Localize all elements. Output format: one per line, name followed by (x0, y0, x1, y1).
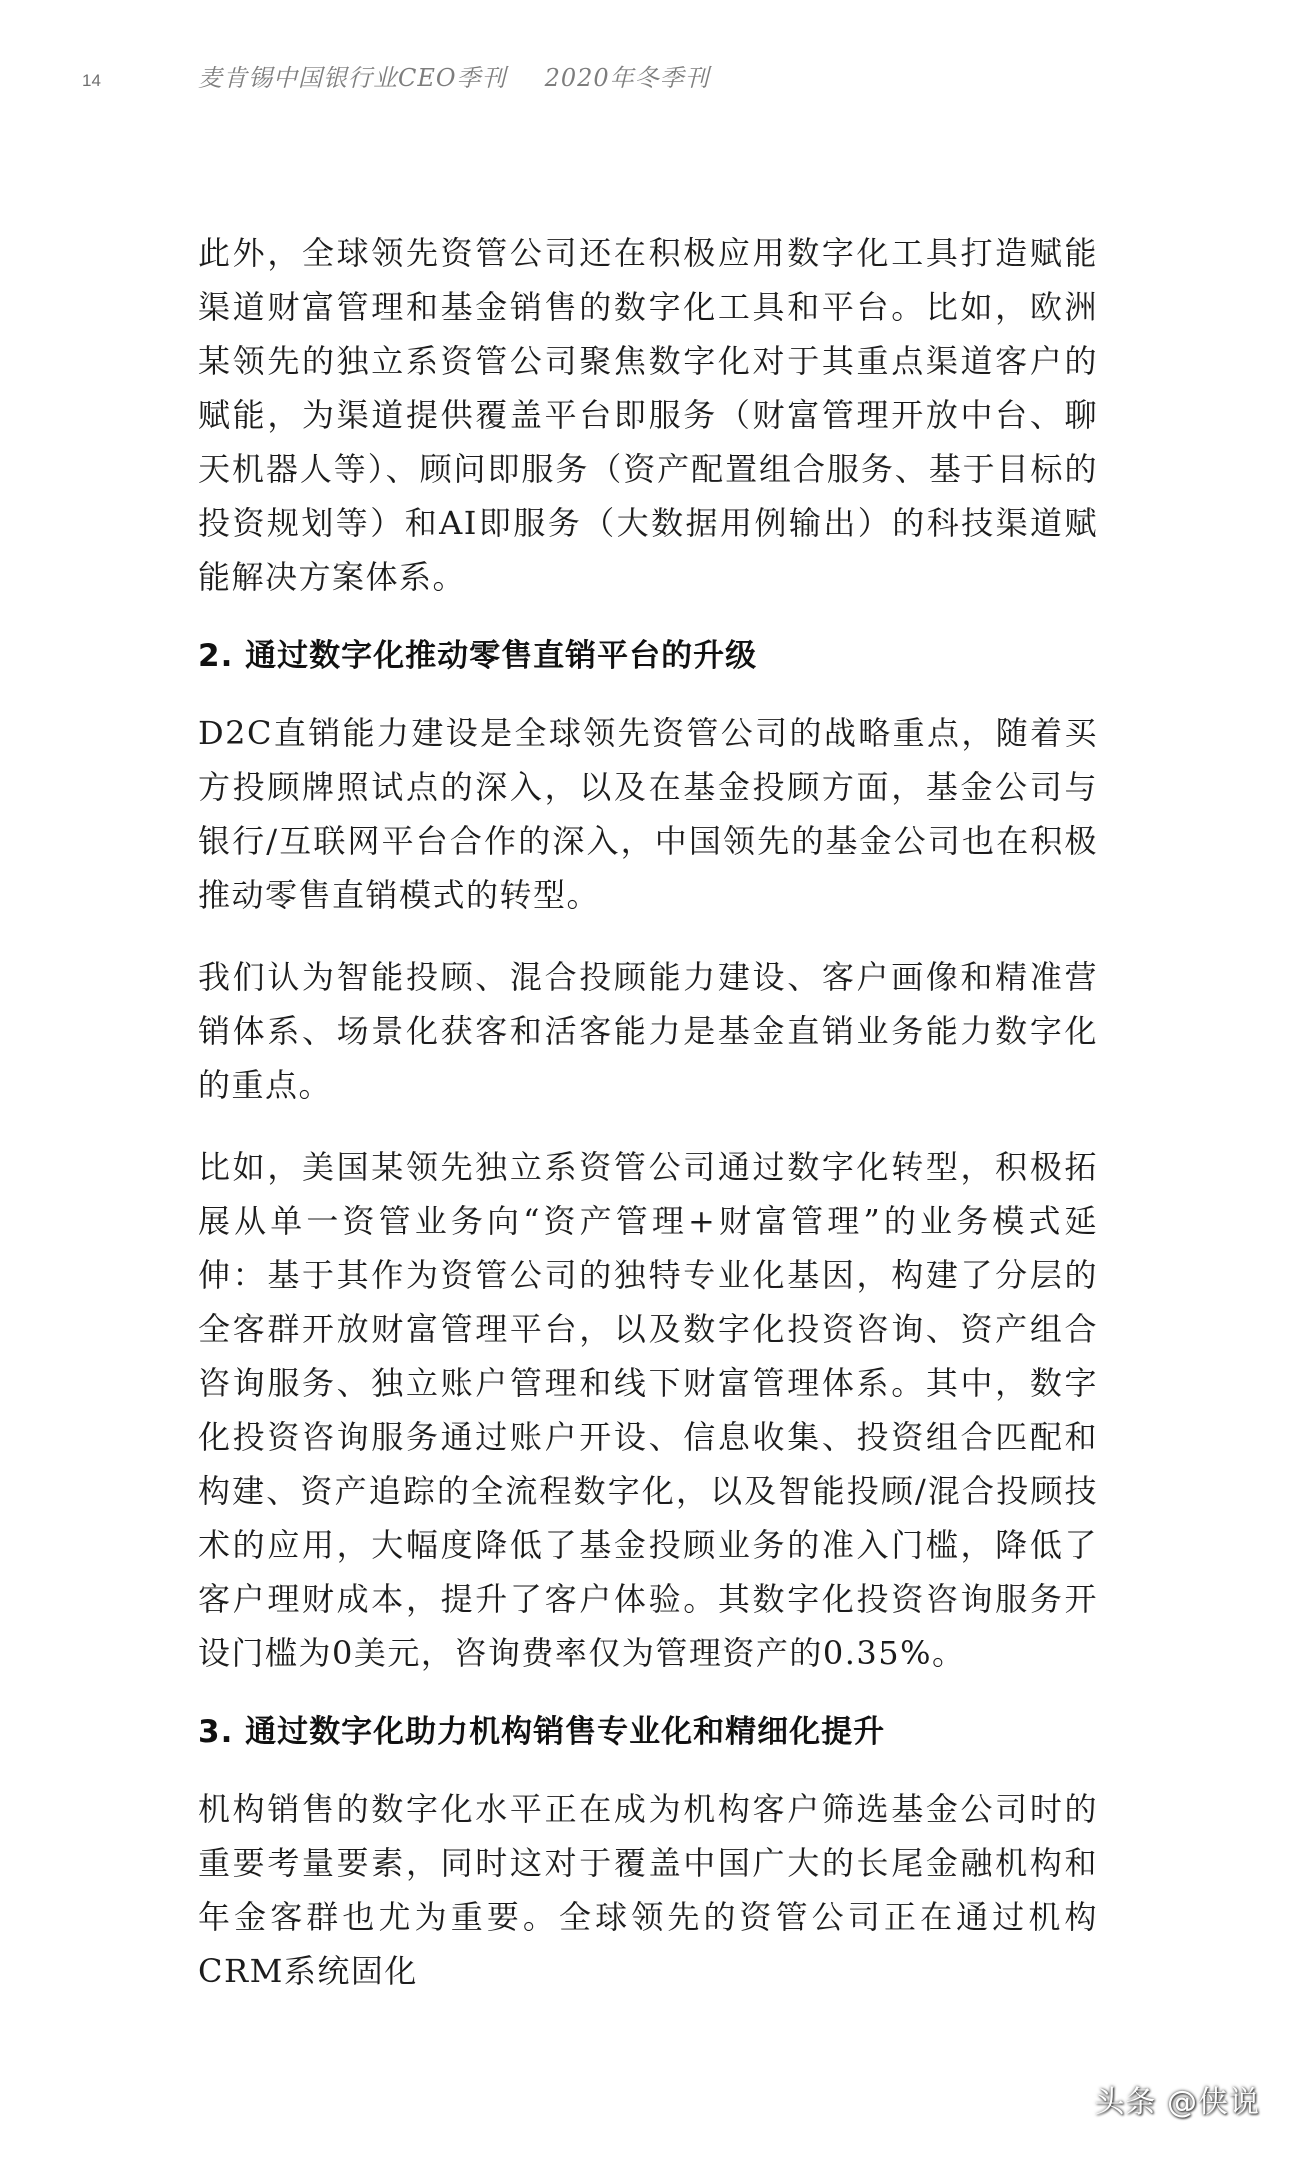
paragraph-2: D2C直销能力建设是全球领先资管公司的战略重点，随着买方投顾牌照试点的深入，以及在基金投顾方面，基金公司与银行/互联网平台合作的深入，中国领先的基金公司也在积极推动零售直销模式的转型。 (198, 714, 1098, 914)
paragraph-1: 此外，全球领先资管公司还在积极应用数字化工具打造赋能渠道财富管理和基金销售的数字化工具和平台。比如，欧洲某领先的独立系资管公司聚焦数字化对于其重点渠道客户的赋能，为渠道提供覆盖平台即服务（财富管理开放中台、聊天机器人等）、顾问即服务（资产配置组合服务、基于目标的投资规划等）和AI即服务（大数据用例输出）的科技渠道赋能解决方案体系。 (198, 234, 1098, 596)
page-number: 14 (82, 71, 101, 90)
issue-label: 2020年冬季刊 (544, 64, 710, 92)
paragraph-3: 我们认为智能投顾、混合投顾能力建设、客户画像和精准营销体系、场景化获客和活客能力是基金直销业务能力数字化的重点。 (198, 958, 1098, 1104)
publication-title: 麦肯锡中国银行业CEO季刊 (198, 64, 507, 92)
page-header (82, 58, 710, 93)
paragraph-5: 机构销售的数字化水平正在成为机构客户筛选基金公司时的重要考量要素，同时这对于覆盖中国广大的长尾金融机构和年金客群也尤为重要。全球领先的资管公司正在通过机构CRM系统固化 (198, 1790, 1098, 1990)
source-watermark: 头条 @侠说 (1094, 2085, 1260, 2120)
article-body (198, 226, 1098, 2026)
paragraph-4: 比如，美国某领先独立系资管公司通过数字化转型，积极拓展从单一资管业务向“资产管理+财富管理”的业务模式延伸：基于其作为资管公司的独特专业化基因，构建了分层的全客群开放财富管理平台，以及数字化投资咨询、资产组合咨询服务、独立账户管理和线下财富管理体系。其中，数字化投资咨询服务通过账户开设、信息收集、投资组合匹配和构建、资产追踪的全流程数字化，以及智能投顾/混合投顾技术的应用，大幅度降低了基金投顾业务的准入门槛，降低了客户理财成本，提升了客户体验。其数字化投资咨询服务开设门槛为0美元，咨询费率仅为管理资产的0.35%。 (198, 1148, 1098, 1672)
section-heading-2: 2. 通过数字化推动零售直销平台的升级 (198, 638, 758, 674)
section-heading-3: 3. 通过数字化助力机构销售专业化和精细化提升 (198, 1714, 886, 1750)
